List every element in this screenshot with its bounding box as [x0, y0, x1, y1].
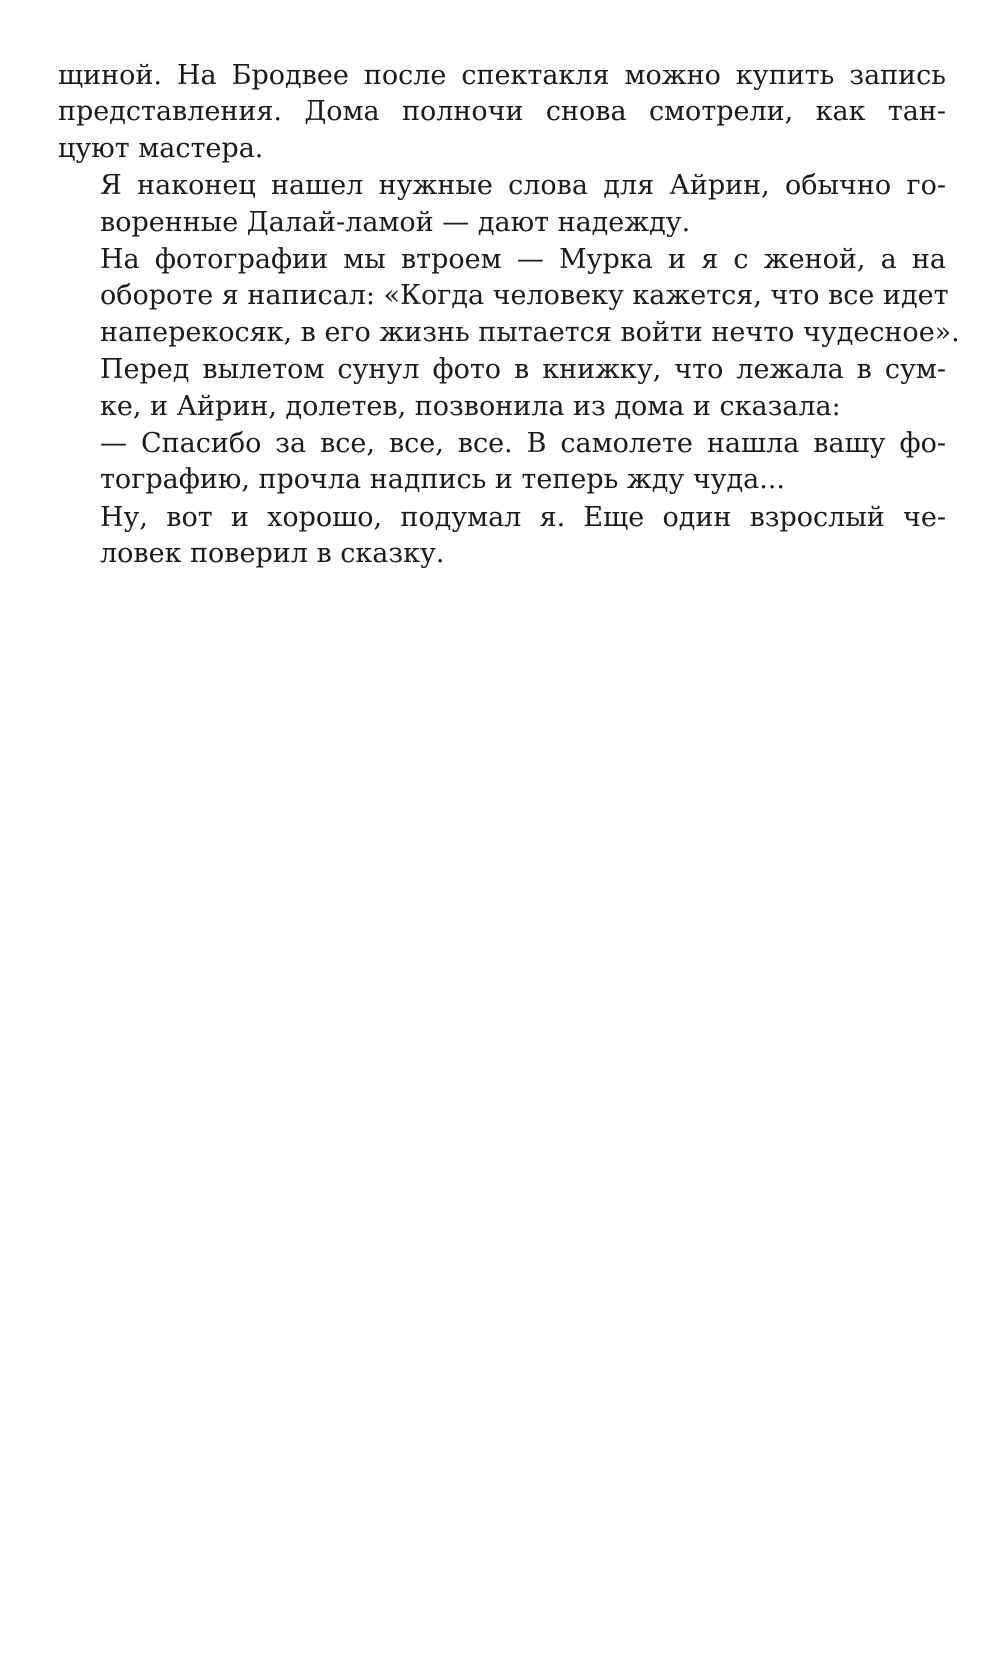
text-line: ловек поверил в сказку. — [100, 538, 445, 570]
paragraph-5 — [58, 426, 946, 499]
text-line: наперекосяк, в его жизнь пытается войти нечто чудесное». — [100, 316, 960, 348]
paragraph-2 — [58, 168, 946, 241]
text-line: щиной. На Бродвее после спектакля можно купить запись — [58, 60, 946, 91]
text-line: обороте я написал: «Когда человеку кажется, что все идет — [100, 280, 949, 312]
paragraph-3 — [58, 242, 960, 351]
paragraph-4 — [58, 352, 946, 425]
text-line: На фотографии мы втроем — Мурка и я с женой, а на — [100, 244, 946, 276]
book-page-text — [58, 58, 960, 574]
text-line: ке, и Айрин, долетев, позвонила из дома и сказала: — [100, 390, 841, 422]
text-line: — Спасибо за все, все, все. В самолете нашла вашу фо- — [100, 428, 946, 460]
text-line: Перед вылетом сунул фото в книжку, что лежала в сум- — [100, 354, 946, 386]
text-line: тографию, прочла надпись и теперь жду чуда... — [100, 464, 786, 496]
text-line: воренные Далай-ламой — дают надежду. — [100, 206, 691, 238]
paragraph-1 — [58, 58, 946, 167]
text-line: цуют мастера. — [58, 132, 264, 164]
text-line: Ну, вот и хорошо, подумал я. Еще один взрослый че- — [100, 501, 946, 533]
text-line: Я наконец нашел нужные слова для Айрин, обычно го- — [100, 170, 946, 202]
text-line: представления. Дома полночи снова смотрели, как тан- — [58, 96, 946, 128]
paragraph-6 — [58, 500, 946, 573]
